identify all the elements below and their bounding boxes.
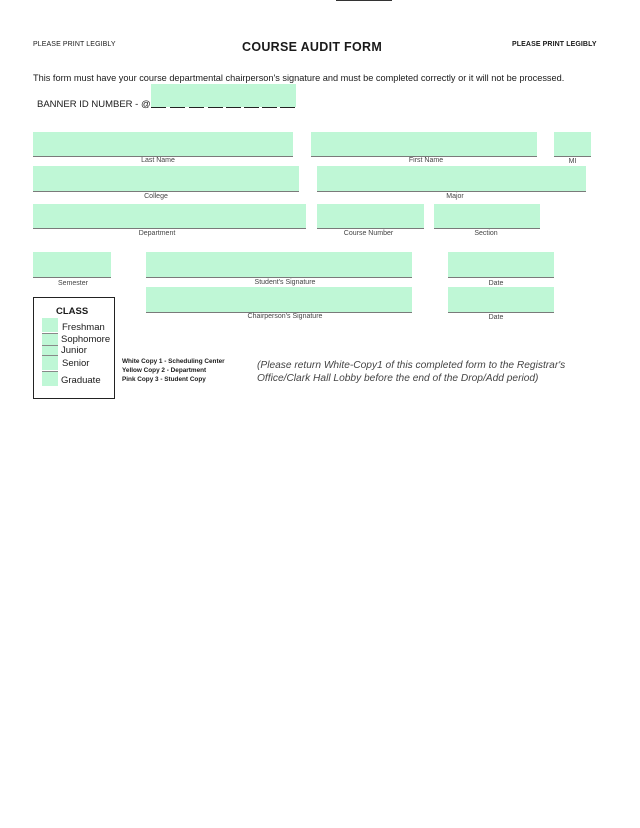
freshman-label: Freshman: [62, 322, 105, 333]
graduate-checkbox[interactable]: [42, 372, 58, 386]
checkbox-divider: [42, 333, 58, 334]
semester-label: Semester: [58, 280, 88, 287]
graduate-label: Graduate: [61, 375, 101, 386]
banner-digit-blank: [262, 107, 277, 108]
pink-copy-note: Pink Copy 3 - Student Copy: [122, 376, 206, 383]
banner-digit-blank: [189, 107, 204, 108]
college-label: College: [144, 193, 168, 200]
form-instructions: This form must have your course departmental chairperson's signature and must be completed correctly or it will not be processed.: [33, 73, 565, 83]
course-number-label: Course Number: [343, 230, 394, 237]
major-label: Major: [446, 193, 464, 200]
banner-digit-blank: [244, 107, 259, 108]
student-date-label: Date: [488, 280, 504, 287]
form-title: COURSE AUDIT FORM: [242, 40, 383, 54]
college-input[interactable]: [33, 166, 299, 192]
copy-distribution: [122, 357, 225, 384]
checkbox-divider: [42, 345, 58, 346]
department-label: Department: [138, 230, 176, 237]
student-signature-input[interactable]: [146, 252, 412, 278]
course-number-input[interactable]: [317, 204, 424, 229]
banner-digit-blank: [170, 107, 185, 108]
return-notice-line1: (Please return White-Copy1 of this completed form to the Registrar's: [257, 360, 566, 371]
section-label: Section: [474, 230, 498, 237]
junior-label: Junior: [61, 345, 87, 356]
checkbox-divider: [42, 371, 58, 372]
freshman-checkbox[interactable]: [42, 318, 58, 332]
senior-checkbox[interactable]: [42, 356, 58, 370]
middle-initial-input[interactable]: [554, 132, 591, 157]
student-date-input[interactable]: [448, 252, 554, 278]
mi-label: MI: [568, 158, 577, 165]
department-input[interactable]: [33, 204, 306, 229]
chairperson-date-label: Date: [488, 314, 504, 321]
major-input[interactable]: [317, 166, 586, 192]
last-name-label: Last Name: [141, 157, 175, 164]
first-name-label: First Name: [408, 157, 444, 164]
yellow-copy-note: Yellow Copy 2 - Department: [122, 367, 207, 374]
sophomore-checkbox[interactable]: [42, 333, 58, 345]
chairperson-date-input[interactable]: [448, 287, 554, 313]
class-box: [33, 297, 115, 399]
banner-digit-blank: [151, 107, 166, 108]
banner-id-label: BANNER ID NUMBER - @: [37, 99, 151, 110]
semester-input[interactable]: [33, 252, 111, 278]
white-copy-note: White Copy 1 - Scheduling Center: [122, 358, 225, 365]
banner-digit-blank: [208, 107, 223, 108]
section-input[interactable]: [434, 204, 540, 229]
banner-digit-blank: [226, 107, 241, 108]
print-legibly-note-left: PLEASE PRINT LEGIBLY: [33, 41, 116, 48]
first-name-input[interactable]: [311, 132, 537, 157]
senior-label: Senior: [62, 358, 90, 369]
junior-checkbox[interactable]: [42, 346, 58, 355]
print-legibly-note-right: PLEASE PRINT LEGIBLY: [512, 41, 597, 48]
return-notice-line2: Office/Clark Hall Lobby before the end of the Drop/Add period): [257, 373, 539, 384]
return-notice: [257, 359, 565, 385]
chairperson-signature-input[interactable]: [146, 287, 412, 313]
class-title: CLASS: [56, 306, 89, 317]
chairperson-signature-label: Chairperson's Signature: [247, 313, 323, 320]
banner-digit-blank: [280, 107, 295, 108]
sophomore-label: Sophomore: [61, 334, 111, 345]
top-rule: [336, 0, 392, 1]
banner-id-input[interactable]: [151, 84, 296, 107]
checkbox-divider: [42, 355, 58, 356]
student-signature-label: Student's Signature: [254, 279, 316, 286]
last-name-input[interactable]: [33, 132, 293, 157]
